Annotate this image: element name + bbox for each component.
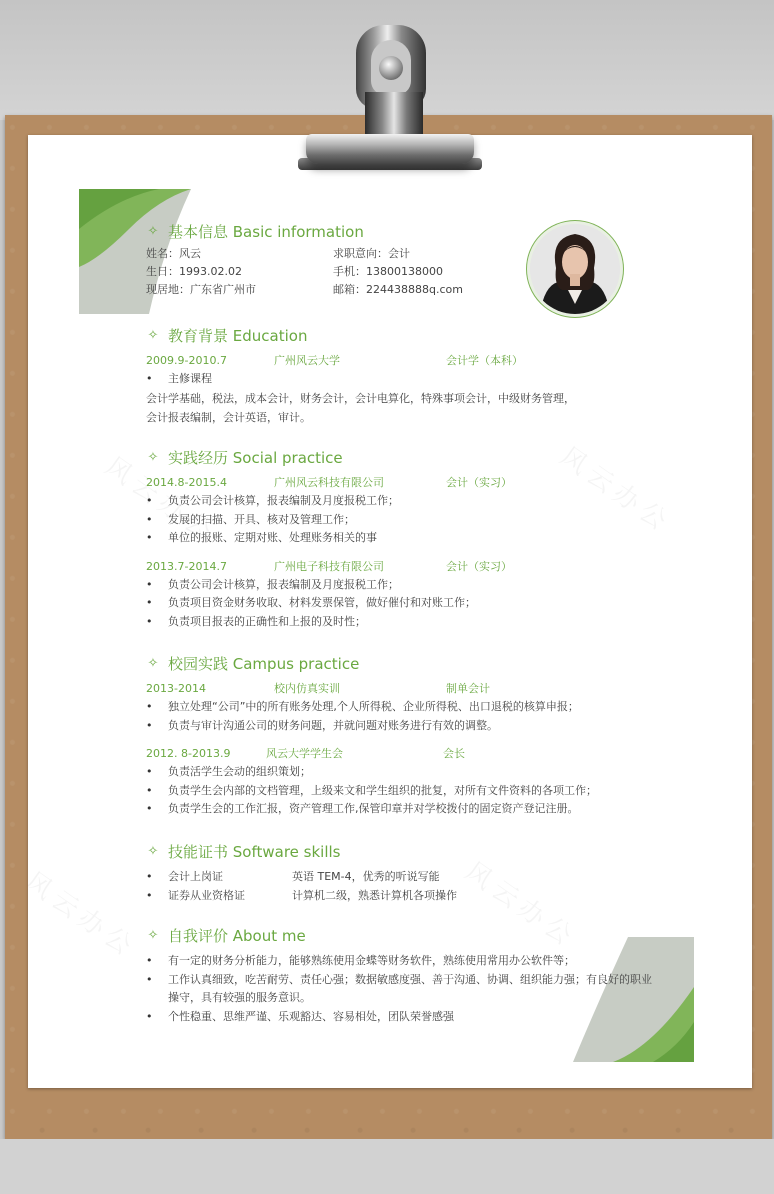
binder-clip-rivet (379, 56, 403, 80)
birth-field: 生日：1993.02.02 (146, 265, 242, 278)
list-item: • 单位的报账、定期对账、处理账务相关的事 (146, 529, 666, 548)
period: 2013.7-2014.7 (146, 559, 227, 573)
company: 广州风云科技有限公司 (274, 476, 384, 489)
list-item: • 负责学生会内部的文档管理，上级来文和学生组织的批复，对所有文件资料的各项工作； (146, 782, 666, 801)
list-item: • 独立处理“公司”中的所有账务处理,个人所得税、企业所得税、出口退税的核算申报； (146, 698, 666, 717)
list-item: • 个性稳重、思维严谨、乐观豁达、容易相处，团队荣誉感强 (146, 1008, 666, 1027)
diamond-sparkle-icon: ✧ (147, 928, 159, 943)
course-text: 会计报表编制，会计英语，审计。 (146, 410, 311, 424)
list-item: • 负责公司会计核算，报表编制及月度报税工作； (146, 492, 666, 511)
diamond-sparkle-icon: ✧ (147, 328, 159, 343)
list-item (146, 887, 666, 906)
practice-section (146, 447, 666, 631)
intent-field: 求职意向：会计 (333, 247, 410, 260)
resume-paper (28, 135, 752, 1088)
school: 广州风云大学 (274, 354, 340, 367)
section-title (146, 841, 666, 863)
education-title: 教育背景 Education (168, 327, 308, 345)
list-item: • 有一定的财务分析能力，能够熟练使用金蝶等财务软件，熟练使用常用办公软件等； (146, 952, 666, 971)
list-item: • 负责学生会的工作汇报，资产管理工作,保管印章并对学校拨付的固定资产登记注册。 (146, 800, 666, 819)
skills-title: 技能证书 Software skills (168, 843, 341, 861)
diamond-sparkle-icon: ✧ (147, 450, 159, 465)
diamond-sparkle-icon: ✧ (147, 224, 159, 239)
email-field: 邮箱：224438888q.com (333, 283, 463, 296)
period: 2012. 8-2013.9 (146, 747, 231, 760)
course-text: 会计学基础，税法，成本会计，财务会计，会计电算化，特殊事项会计，中级财务管理， (146, 391, 575, 405)
campus-row (146, 680, 666, 698)
info-row (146, 245, 666, 263)
education-section (146, 325, 666, 427)
period: 2013-2014 (146, 682, 206, 695)
info-row (146, 281, 666, 299)
basic-info-section (146, 221, 666, 299)
binder-clip-neck (365, 92, 423, 137)
list-item: • 负责项目报表的正确性和上报的及时性； (146, 613, 666, 632)
address-field: 现居地：广东省广州市 (146, 283, 256, 296)
period: 2009.9-2010.7 (146, 354, 227, 367)
skills-section (146, 841, 666, 905)
section-title (146, 221, 666, 243)
list-item: • 工作认真细致，吃苦耐劳、责任心强；数据敏感度强、善于沟通、协调、组织能力强；有良好的职业操守，具有较强的服务意识。 (146, 971, 656, 1008)
organization: 校内仿真实训 (274, 682, 340, 695)
list-item: • 负责与审计沟通公司的财务问题，并就问题对账务进行有效的调整。 (146, 717, 666, 736)
diamond-sparkle-icon: ✧ (147, 656, 159, 671)
major: 会计学（本科） (446, 354, 523, 367)
skill-right: 计算机二级，熟悉计算机各项操作 (292, 888, 457, 902)
section-title (146, 653, 666, 675)
section-title (146, 447, 666, 469)
info-row (146, 263, 666, 281)
role: 制单会计 (446, 682, 490, 695)
education-row (146, 352, 666, 370)
organization: 风云大学学生会 (266, 747, 343, 760)
about-section (146, 925, 666, 1026)
background-floor (0, 1139, 774, 1194)
skill-left: 证券从业资格证 (168, 888, 245, 902)
about-title: 自我评价 About me (168, 927, 306, 945)
list-item: • 发展的扫描、开具、核对及管理工作； (146, 511, 666, 530)
binder-clip-base (306, 134, 474, 164)
job-row (146, 558, 666, 576)
campus-section (146, 653, 666, 819)
campus-title: 校园实践 Campus practice (168, 655, 360, 673)
phone-field: 手机：13800138000 (333, 265, 443, 278)
list-item (146, 868, 666, 887)
list-item: • 负责公司会计核算，报表编制及月度报税工作； (146, 576, 666, 595)
skill-left: 会计上岗证 (168, 870, 223, 883)
name-field: 姓名：风云 (146, 247, 201, 260)
section-title (146, 925, 666, 947)
list-item: • 负责活学生会动的组织策划； (146, 763, 666, 782)
period: 2014.8-2015.4 (146, 476, 227, 489)
basic-info-title: 基本信息 Basic information (168, 223, 364, 241)
skill-right: 英语 TEM-4，优秀的听说写能 (292, 870, 440, 883)
section-title (146, 325, 666, 347)
role: 会计（实习） (446, 476, 512, 489)
practice-title: 实践经历 Social practice (168, 449, 343, 467)
role: 会计（实习） (446, 559, 512, 573)
list-item: • 负责项目资金财务收取、材料发票保管，做好催付和对账工作； (146, 594, 666, 613)
campus-row (146, 745, 666, 763)
role: 会长 (443, 747, 465, 760)
list-item: • 主修课程 (146, 370, 666, 389)
job-row (146, 474, 666, 492)
company: 广州电子科技有限公司 (274, 559, 384, 573)
diamond-sparkle-icon: ✧ (147, 844, 159, 859)
